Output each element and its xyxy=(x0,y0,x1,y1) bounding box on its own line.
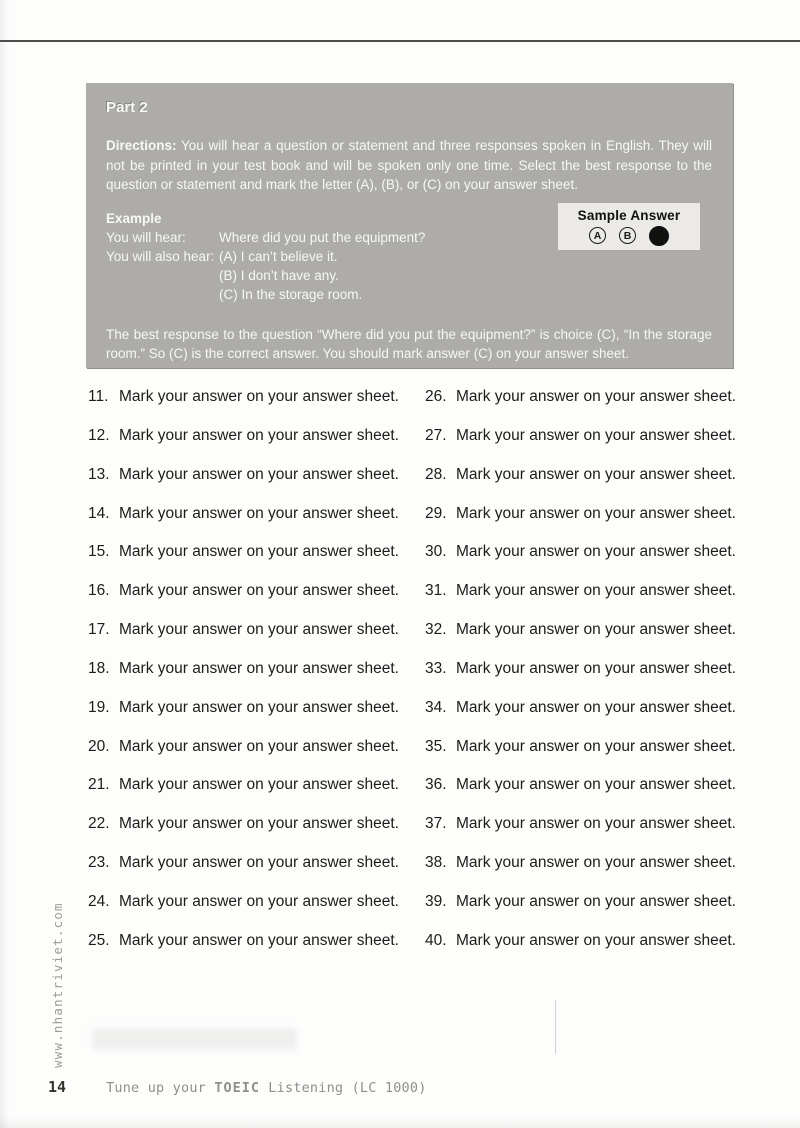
question-number: 28. xyxy=(425,465,447,483)
question-text: Mark your answer on your answer sheet. xyxy=(456,543,736,561)
question-text: Mark your answer on your answer sheet. xyxy=(456,698,736,716)
directions-label: Directions: xyxy=(106,138,177,153)
question-item xyxy=(88,893,425,932)
question-text: Mark your answer on your answer sheet. xyxy=(456,426,736,444)
question-item xyxy=(425,660,736,699)
example-row xyxy=(106,266,713,285)
question-item xyxy=(88,815,425,854)
question-number: 39. xyxy=(425,892,447,910)
question-text: Mark your answer on your answer sheet. xyxy=(119,931,399,949)
example-row xyxy=(106,285,713,304)
website-watermark: www.nhantriviet.com xyxy=(50,902,65,1068)
question-item xyxy=(425,776,736,815)
book-title-brand: TOEIC xyxy=(214,1080,260,1096)
question-number: 17. xyxy=(88,621,110,639)
question-text: Mark your answer on your answer sheet. xyxy=(456,659,736,677)
question-item xyxy=(88,543,425,582)
question-number: 29. xyxy=(425,504,447,522)
question-item xyxy=(425,738,736,777)
question-text: Mark your answer on your answer sheet. xyxy=(456,776,736,794)
question-text: Mark your answer on your answer sheet. xyxy=(456,892,736,910)
question-item xyxy=(88,466,425,505)
question-number: 11. xyxy=(88,388,109,405)
question-number: 18. xyxy=(88,659,110,677)
sample-answer-box xyxy=(558,203,700,250)
question-text: Mark your answer on your answer sheet. xyxy=(119,426,399,444)
question-number: 24. xyxy=(88,892,110,910)
question-item xyxy=(88,660,425,699)
example-title: Example xyxy=(106,210,162,226)
scan-smudge-artifact xyxy=(92,1028,297,1050)
question-text: Mark your answer on your answer sheet. xyxy=(119,698,399,716)
question-text: Mark your answer on your answer sheet. xyxy=(119,582,399,600)
question-number: 27. xyxy=(425,426,447,444)
question-text: Mark your answer on your answer sheet. xyxy=(456,854,736,872)
question-item xyxy=(88,854,425,893)
question-number: 31. xyxy=(425,582,447,600)
question-item xyxy=(425,543,736,582)
part-title: Part 2 xyxy=(106,99,148,116)
example-row-label: You will also hear: xyxy=(106,248,215,264)
question-item xyxy=(425,854,736,893)
question-item xyxy=(88,699,425,738)
question-item xyxy=(425,427,736,466)
question-number: 12. xyxy=(88,426,110,444)
directions-paragraph xyxy=(106,136,712,195)
example-row-label: You will hear: xyxy=(106,229,186,245)
question-item xyxy=(425,815,736,854)
page-number: 14 xyxy=(48,1078,67,1096)
question-item xyxy=(88,505,425,544)
question-number: 16. xyxy=(88,582,110,600)
question-item xyxy=(425,893,736,932)
question-item xyxy=(88,932,425,971)
scan-line-artifact xyxy=(555,1000,556,1054)
question-text: Mark your answer on your answer sheet. xyxy=(119,737,399,755)
example-row-label xyxy=(106,285,219,304)
question-item xyxy=(425,621,736,660)
question-item xyxy=(425,932,736,971)
question-text: Mark your answer on your answer sheet. xyxy=(456,465,736,483)
answer-bubble: A xyxy=(589,227,606,244)
question-number: 25. xyxy=(88,931,110,949)
questions-grid xyxy=(88,388,734,971)
question-number: 21. xyxy=(88,776,110,794)
question-item xyxy=(425,505,736,544)
sample-answer-options xyxy=(589,226,669,246)
example-row-text: Where did you put the equipment? xyxy=(219,229,426,245)
question-item xyxy=(88,427,425,466)
question-number: 13. xyxy=(88,465,110,483)
question-text: Mark your answer on your answer sheet. xyxy=(119,621,399,639)
question-text: Mark your answer on your answer sheet. xyxy=(119,815,399,833)
question-number: 23. xyxy=(88,854,110,872)
question-text: Mark your answer on your answer sheet. xyxy=(456,815,736,833)
question-text: Mark your answer on your answer sheet. xyxy=(456,737,736,755)
question-number: 38. xyxy=(425,854,447,872)
question-number: 40. xyxy=(425,931,447,949)
question-text: Mark your answer on your answer sheet. xyxy=(456,582,736,600)
example-row-text: (C) In the storage room. xyxy=(219,286,363,302)
question-number: 20. xyxy=(88,737,110,755)
directions-text: You will hear a question or statement and three responses spoken in English. They will not be printed in your test book and will be spoken only one time. Select the best response to the question or statement and mark the letter (A), (B), or (C) on your answer sheet. xyxy=(106,138,712,192)
question-item xyxy=(88,582,425,621)
question-text: Mark your answer on your answer sheet. xyxy=(119,854,399,872)
answer-bubble: B xyxy=(619,227,636,244)
question-number: 19. xyxy=(88,698,110,716)
question-number: 37. xyxy=(425,815,447,833)
question-text: Mark your answer on your answer sheet. xyxy=(456,388,736,405)
question-item xyxy=(88,388,425,427)
question-item xyxy=(88,776,425,815)
question-text: Mark your answer on your answer sheet. xyxy=(456,931,736,949)
question-item xyxy=(88,738,425,777)
question-text: Mark your answer on your answer sheet. xyxy=(119,543,399,561)
question-text: Mark your answer on your answer sheet. xyxy=(119,892,399,910)
question-item xyxy=(425,582,736,621)
book-title-prefix: Tune up your xyxy=(106,1080,215,1096)
question-text: Mark your answer on your answer sheet. xyxy=(456,504,736,522)
answer-bubble-filled xyxy=(649,226,669,246)
question-number: 34. xyxy=(425,698,447,716)
question-text: Mark your answer on your answer sheet. xyxy=(119,388,399,405)
book-title-suffix: Listening (LC 1000) xyxy=(259,1080,427,1096)
question-text: Mark your answer on your answer sheet. xyxy=(119,776,399,794)
question-item xyxy=(425,466,736,505)
directions-box xyxy=(86,83,733,368)
question-number: 35. xyxy=(425,737,447,755)
question-item xyxy=(88,621,425,660)
question-number: 26. xyxy=(425,388,447,405)
closing-paragraph: The best response to the question “Where did you put the equipment?” is choice (C), “In the storage room.” So (C) is the correct answer. You should mark answer (C) on your answer sheet. xyxy=(106,326,712,361)
question-item xyxy=(425,699,736,738)
top-rule xyxy=(0,40,800,42)
sample-answer-title: Sample Answer xyxy=(577,207,681,223)
question-number: 14. xyxy=(88,504,110,522)
question-item xyxy=(425,388,736,427)
question-text: Mark your answer on your answer sheet. xyxy=(119,504,399,522)
question-number: 36. xyxy=(425,776,447,794)
question-number: 15. xyxy=(88,543,110,561)
example-row-text: (B) I don’t have any. xyxy=(219,267,339,283)
example-row-text: (A) I can’t believe it. xyxy=(219,248,338,264)
page-footer xyxy=(48,1078,427,1096)
example-row-label xyxy=(106,266,219,285)
question-number: 33. xyxy=(425,659,447,677)
question-number: 32. xyxy=(425,621,447,639)
question-text: Mark your answer on your answer sheet. xyxy=(456,621,736,639)
question-number: 22. xyxy=(88,815,110,833)
book-title xyxy=(106,1080,426,1096)
question-number: 30. xyxy=(425,543,447,561)
question-text: Mark your answer on your answer sheet. xyxy=(119,659,399,677)
question-text: Mark your answer on your answer sheet. xyxy=(119,465,399,483)
